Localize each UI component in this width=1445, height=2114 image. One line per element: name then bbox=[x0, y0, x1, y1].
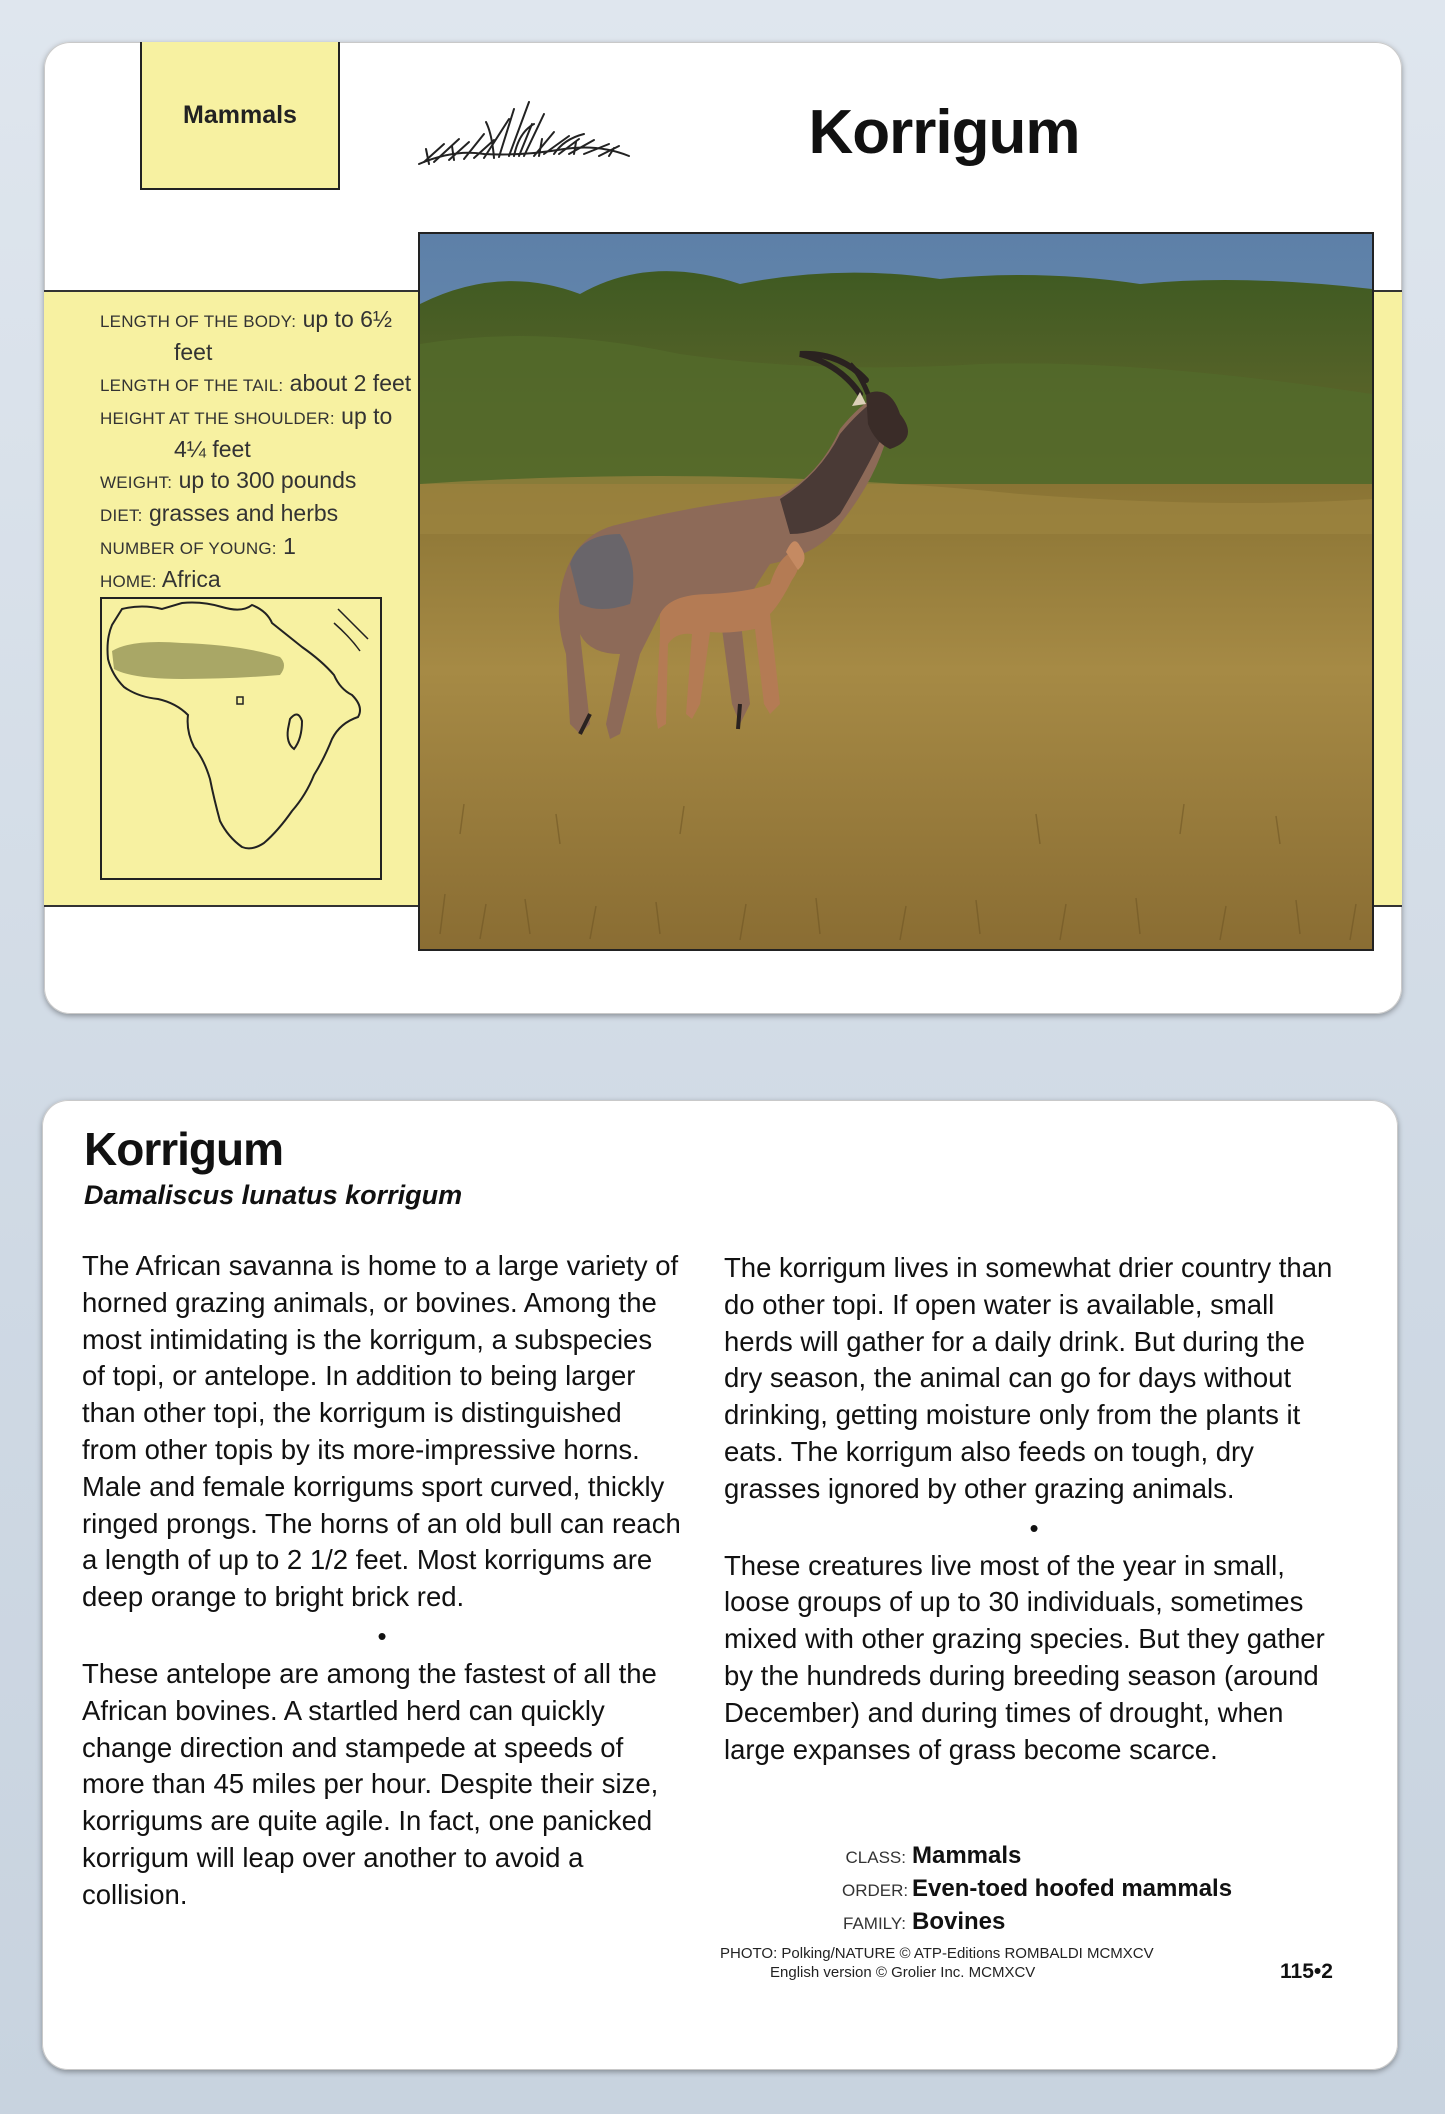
stat-row: LENGTH OF THE BODY: up to 6½ bbox=[100, 306, 393, 332]
stats-list bbox=[100, 304, 420, 597]
grass-icon bbox=[414, 94, 634, 174]
stat-row: LENGTH OF THE TAIL: about 2 feet bbox=[100, 370, 412, 396]
stat-row: NUMBER OF YOUNG: 1 bbox=[100, 533, 296, 559]
stat-row: HEIGHT AT THE SHOULDER: up to bbox=[100, 403, 393, 429]
text-column-2 bbox=[724, 1250, 1344, 1768]
text-column-1 bbox=[82, 1248, 682, 1914]
bullet-separator: • bbox=[1029, 1512, 1039, 1543]
stat-row: WEIGHT: up to 300 pounds bbox=[100, 467, 357, 493]
front-card bbox=[44, 42, 1402, 1014]
paragraph: These creatures live most of the year in small, loose groups of up to 30 individuals, sometimes mixed with other grazing species. But they gather by the hundreds during breeding season (around December) and during times of drought, when large expanses of grass become scarce. bbox=[724, 1549, 1325, 1765]
taxonomy-row: FAMILY: Bovines bbox=[843, 1908, 1006, 1935]
scientific-name: Damaliscus lunatus korrigum bbox=[84, 1180, 463, 1210]
card-number: 115•2 bbox=[1280, 1960, 1333, 1983]
paragraph: These antelope are among the fastest of all the African bovines. A startled herd can quickly change direction and stampede at speeds of more than 45 miles per hour. Despite their size, korrigums are quite agile. In fact, one panicked korrigum will leap over another to avoid a collision. bbox=[82, 1657, 659, 1910]
category-label: Mammals bbox=[140, 42, 340, 190]
stat-row: 4¼ feet bbox=[174, 436, 251, 462]
photo-credits: PHOTO: Polking/NATURE © ATP-Editions ROMBALDI MCMXCV English version © Grolier Inc. MCMXCV bbox=[720, 1945, 1154, 1981]
stat-row: feet bbox=[174, 339, 213, 365]
africa-outline bbox=[108, 603, 361, 849]
stat-row: HOME: Africa bbox=[100, 566, 221, 592]
paragraph: The korrigum lives in somewhat drier country than do other topi. If open water is available, small herds will gather for a daily drink. But during the dry season, the animal can go for days without drinking, getting moisture only from the plants it eats. The korrigum also feeds on tough, dry grasses ignored by other grazing animals. bbox=[724, 1252, 1333, 1504]
taxonomy bbox=[842, 1840, 1232, 1939]
range-area bbox=[112, 642, 284, 679]
card-title: Korrigum bbox=[808, 98, 1080, 167]
africa-range-map bbox=[100, 597, 382, 880]
paragraph: The African savanna is home to a large variety of horned grazing animals, or bovines. Among the most intimidating is the korrigum, a subspecies of topi, or antelope. In addition to being larger than other topi, the korrigum is distinguished from other topis by its more-impressive horns. Male and female korrigums sport curved, thickly ringed prongs. The horns of an old bull can reach a length of up to 2 1/2 feet. Most korrigums are deep orange to bright brick red. bbox=[82, 1250, 681, 1613]
korrigum-photo bbox=[418, 232, 1374, 951]
bullet-separator: • bbox=[377, 1620, 387, 1651]
taxonomy-row: CLASS: Mammals bbox=[845, 1842, 1022, 1869]
back-title: Korrigum bbox=[84, 1123, 283, 1175]
panel-edge bbox=[1379, 292, 1402, 901]
stat-row: DIET: grasses and herbs bbox=[100, 500, 339, 526]
back-card bbox=[42, 1100, 1398, 2070]
taxonomy-row: ORDER: Even-toed hoofed mammals bbox=[842, 1875, 1233, 1902]
